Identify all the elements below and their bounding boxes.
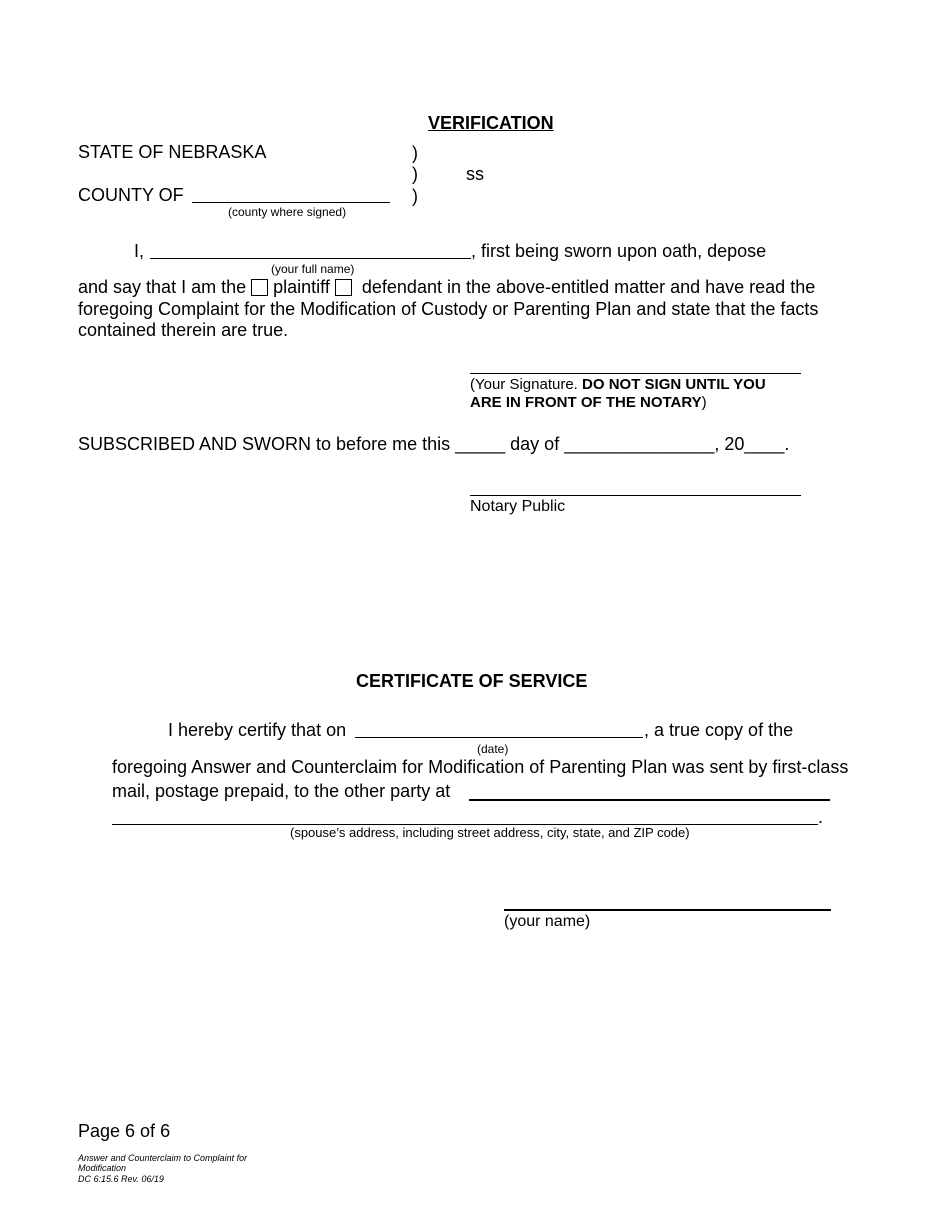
verification-title: VERIFICATION: [428, 113, 554, 133]
county-caption: (county where signed): [228, 205, 347, 219]
verification-body-line2: foregoing Complaint for the Modification of Custody or Parenting Plan and state that the facts: [78, 299, 819, 319]
venue-paren-1: ): [412, 143, 418, 163]
notary-signature-line[interactable]: [470, 495, 801, 496]
date-caption: (date): [477, 742, 509, 756]
county-blank[interactable]: [192, 202, 390, 203]
sig-warning-1: DO NOT SIGN UNTIL YOU: [582, 376, 766, 393]
plaintiff-checkbox[interactable]: [251, 279, 268, 296]
form-title-line1: Answer and Counterclaim to Complaint for: [78, 1153, 248, 1163]
ss-label: ss: [466, 164, 484, 184]
defendant-text: defendant in the above-entitled matter and have read the: [361, 277, 816, 297]
say-prefix: and say that I am the: [78, 277, 247, 297]
signature-caption-1: [470, 376, 766, 394]
address-caption: (spouse’s address, including street address, city, state, and ZIP code): [290, 825, 690, 840]
sig-suffix: ): [701, 394, 707, 411]
certificate-line3: mail, postage prepaid, to the other party at: [112, 781, 451, 801]
address-blank-1[interactable]: [469, 799, 830, 801]
certificate-title: CERTIFICATE OF SERVICE: [356, 671, 588, 691]
your-name-line[interactable]: [504, 909, 831, 911]
signature-line[interactable]: [470, 373, 801, 374]
oath-start: I,: [134, 241, 145, 261]
notary-label: Notary Public: [470, 498, 566, 515]
your-name-caption: (your name): [504, 913, 591, 930]
certify-end: , a true copy of the: [644, 720, 794, 740]
venue-paren-2: ): [412, 164, 418, 184]
address-period: .: [818, 807, 824, 827]
sworn-statement: SUBSCRIBED AND SWORN to before me this _____ day of _______________, 20____.: [78, 434, 790, 454]
oath-end: , first being sworn upon oath, depose: [471, 241, 767, 261]
certificate-line2: foregoing Answer and Counterclaim for Modification of Parenting Plan was sent by first-class: [112, 757, 849, 777]
page-number: Page 6 of 6: [78, 1121, 171, 1141]
name-caption: (your full name): [271, 262, 355, 276]
party-line: [78, 276, 815, 298]
service-date-blank[interactable]: [355, 737, 643, 738]
defendant-checkbox[interactable]: [335, 279, 352, 296]
county-label: COUNTY OF: [78, 185, 184, 205]
sig-warning-2: ARE IN FRONT OF THE NOTARY: [470, 394, 702, 411]
form-code: DC 6:15.6 Rev. 06/19: [78, 1174, 164, 1184]
form-title-line2: Modification: [78, 1163, 127, 1173]
verification-body-line3: contained therein are true.: [78, 320, 289, 340]
sig-prefix: (Your Signature.: [470, 376, 583, 393]
state-label: STATE OF NEBRASKA: [78, 142, 267, 162]
certify-start: I hereby certify that on: [168, 720, 347, 740]
venue-paren-3: ): [412, 186, 418, 206]
plaintiff-label: plaintiff: [273, 277, 330, 297]
signature-caption-2: [470, 394, 707, 412]
full-name-blank[interactable]: [150, 258, 471, 259]
